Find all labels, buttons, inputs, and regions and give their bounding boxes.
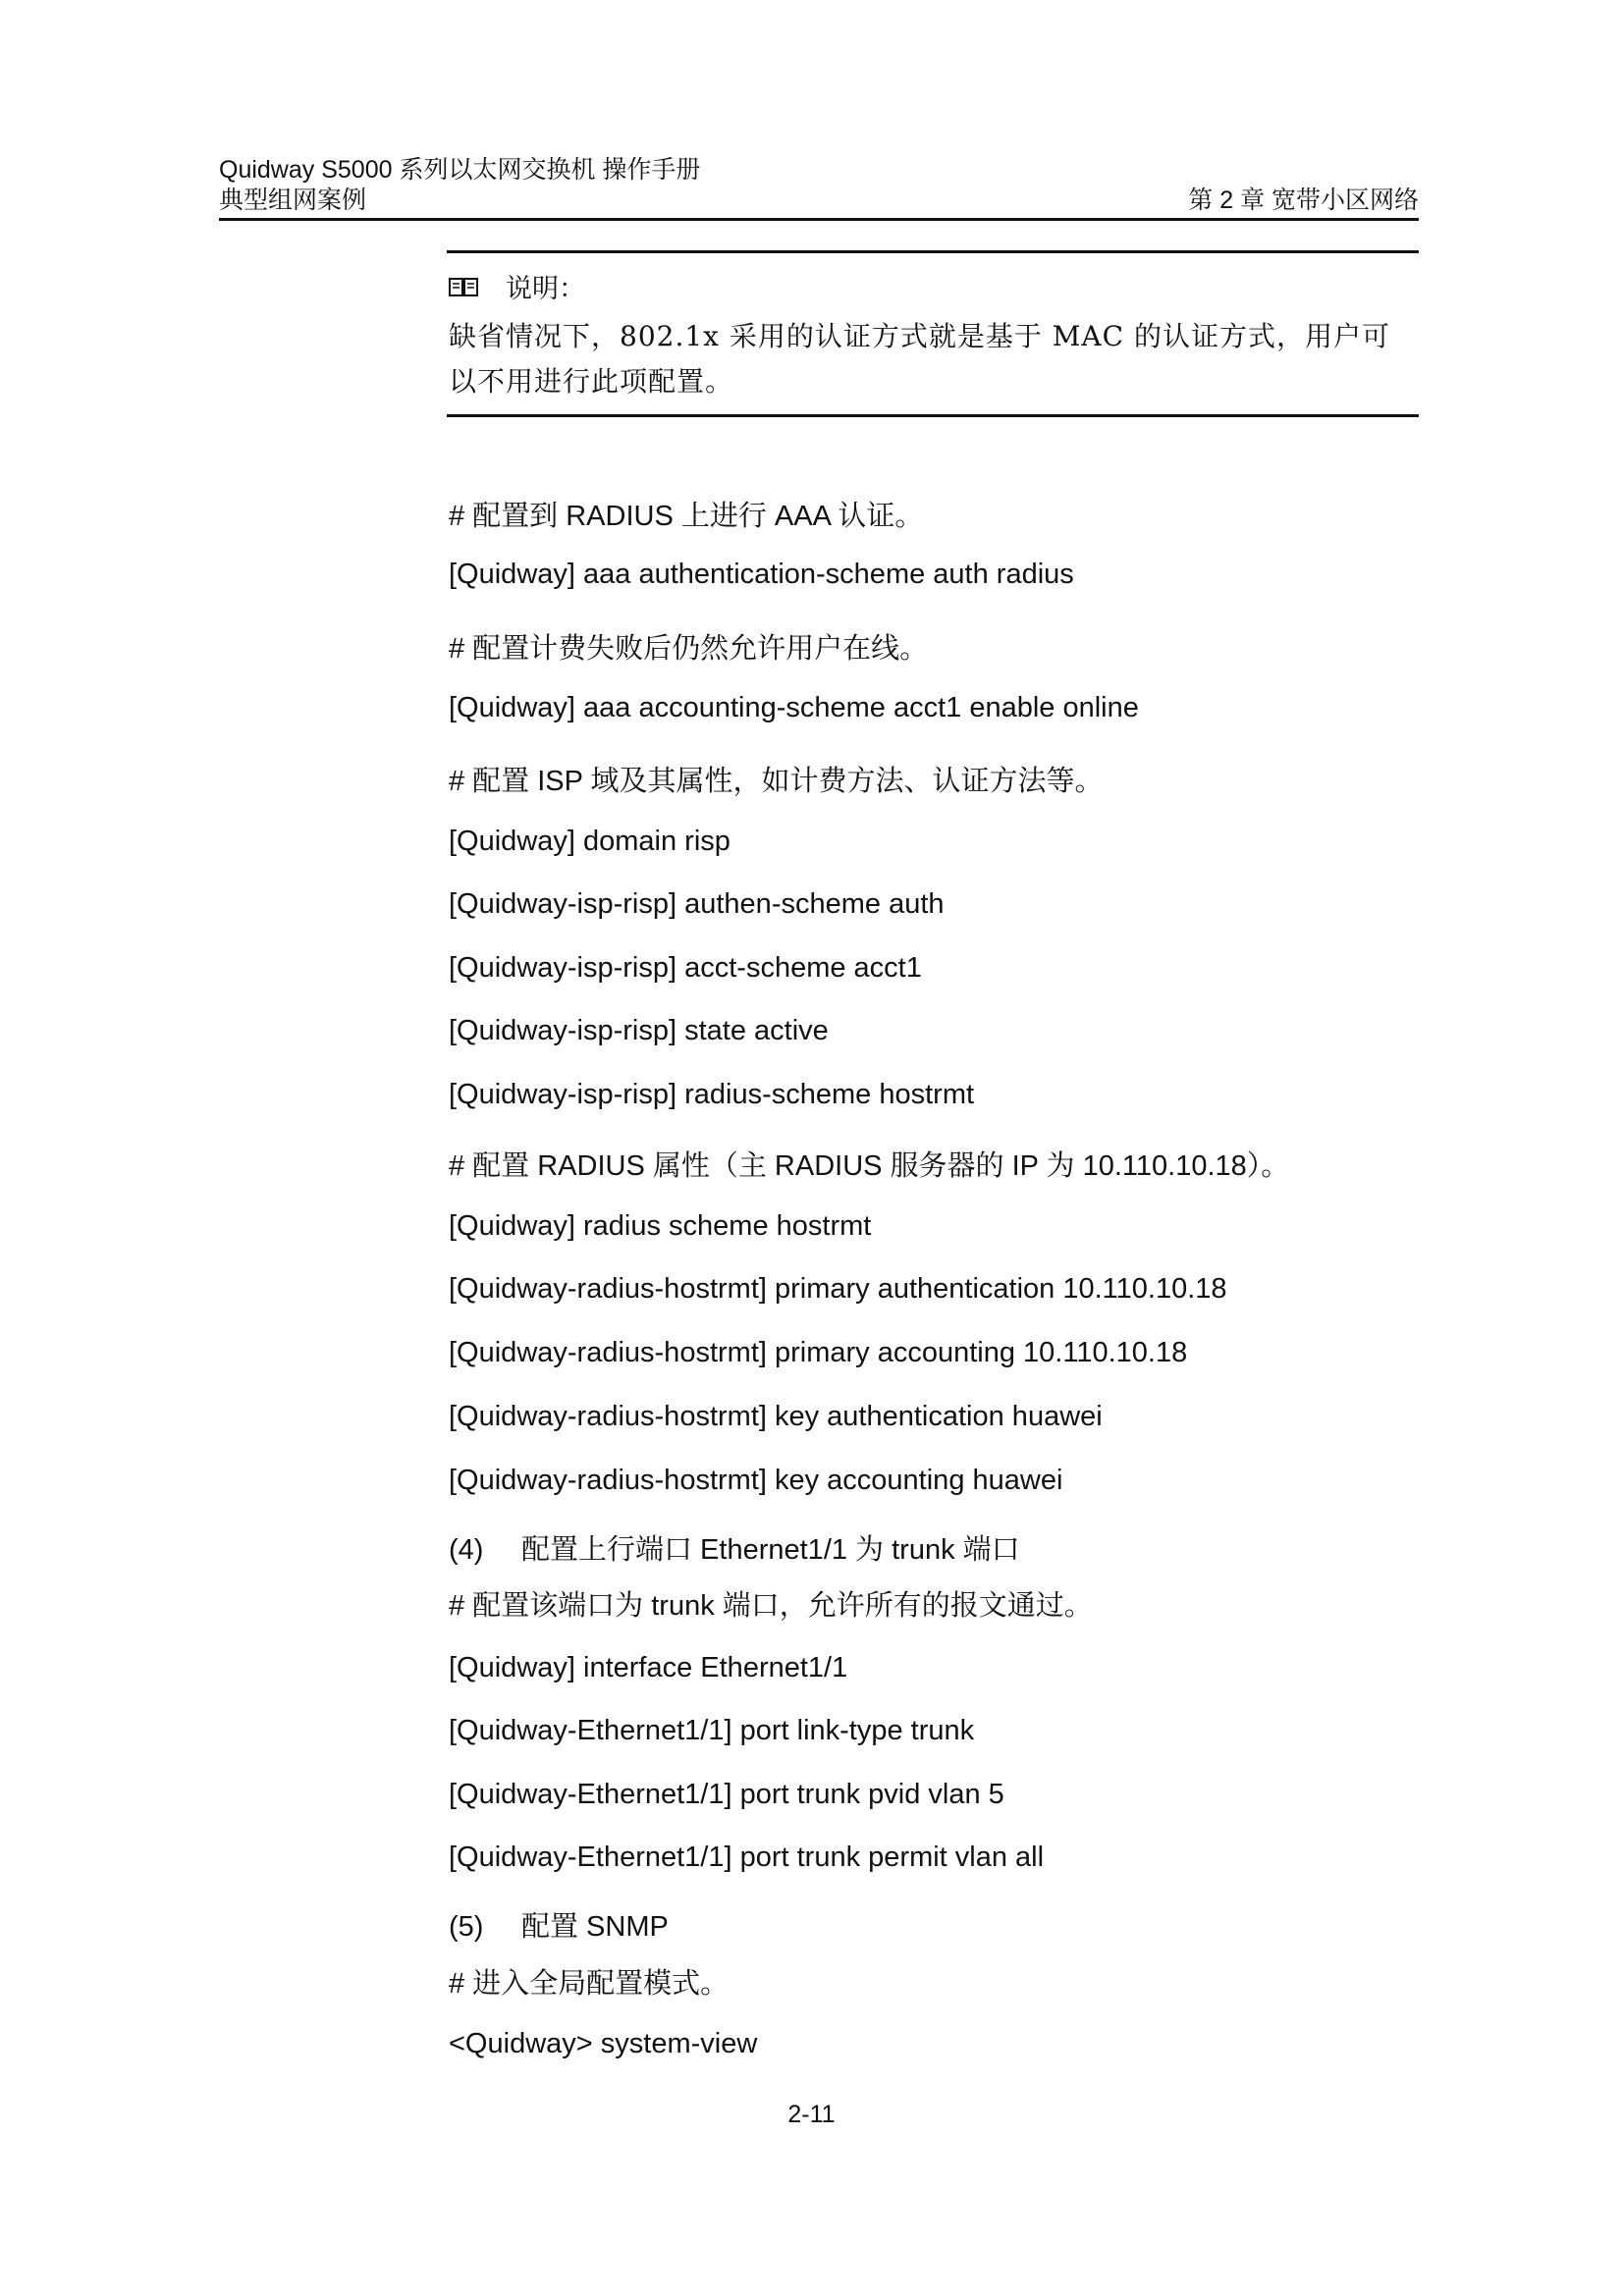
command-line: [Quidway-isp-risp] acct-scheme acct1 bbox=[449, 952, 922, 984]
command-line: [Quidway] aaa accounting-scheme acct1 enable online bbox=[449, 692, 1139, 723]
header-rule bbox=[219, 218, 1419, 221]
step-text: 配置 SNMP bbox=[521, 1911, 669, 1943]
command-line: [Quidway-Ethernet1/1] port trunk permit vlan all bbox=[449, 1842, 1045, 1873]
comment-line: # 配置到 RADIUS 上进行 AAA 认证。 bbox=[449, 501, 924, 532]
header-section-right: 第 2 章 宽带小区网络 bbox=[1188, 187, 1419, 214]
command-line: [Quidway-Ethernet1/1] port link-type trunk bbox=[449, 1715, 975, 1746]
step-number: (4) bbox=[449, 1534, 484, 1566]
command-line: [Quidway-Ethernet1/1] port trunk pvid vlan 5 bbox=[449, 1779, 1004, 1810]
comment-line: # 配置 ISP 域及其属性，如计费方法、认证方法等。 bbox=[449, 766, 1104, 797]
command-line: [Quidway] domain risp bbox=[449, 826, 730, 857]
step-heading bbox=[449, 1527, 1020, 1568]
header-section-left: 典型组网案例 bbox=[219, 187, 367, 214]
command-line: [Quidway-isp-risp] state active bbox=[449, 1015, 829, 1046]
header-title: Quidway S5000 系列以太网交换机 操作手册 bbox=[219, 156, 701, 184]
command-line: [Quidway-radius-hostrmt] key authentication huawei bbox=[449, 1401, 1103, 1432]
command-line: [Quidway] radius scheme hostrmt bbox=[449, 1210, 872, 1242]
note-label: 说明： bbox=[506, 274, 585, 303]
comment-line: # 配置该端口为 trunk 端口，允许所有的报文通过。 bbox=[449, 1590, 1093, 1622]
command-line: [Quidway] aaa authentication-scheme auth radius bbox=[449, 559, 1074, 590]
comment-line: # 配置计费失败后仍然允许用户在线。 bbox=[449, 633, 929, 665]
step-heading bbox=[449, 1904, 669, 1945]
book-icon bbox=[449, 276, 478, 297]
step-text: 配置上行端口 Ethernet1/1 为 trunk 端口 bbox=[521, 1534, 1020, 1566]
step-number: (5) bbox=[449, 1911, 484, 1943]
command-line: [Quidway-isp-risp] radius-scheme hostrmt bbox=[449, 1079, 975, 1110]
command-line: [Quidway-isp-risp] authen-scheme auth bbox=[449, 888, 945, 920]
command-line: [Quidway-radius-hostrmt] key accounting huawei bbox=[449, 1465, 1063, 1496]
page-number: 2-11 bbox=[787, 2101, 836, 2128]
command-line: [Quidway] interface Ethernet1/1 bbox=[449, 1652, 848, 1683]
note-text: 缺省情况下，802.1x 采用的认证方式就是基于 MAC 的认证方式，用户可以不用进行此项配置。 bbox=[449, 320, 1390, 398]
note-header bbox=[449, 267, 585, 305]
command-line: <Quidway> system-view bbox=[449, 2028, 758, 2059]
command-line: [Quidway-radius-hostrmt] primary accounting 10.110.10.18 bbox=[449, 1337, 1188, 1368]
comment-line: # 进入全局配置模式。 bbox=[449, 1968, 730, 2000]
command-line: [Quidway-radius-hostrmt] primary authentication 10.110.10.18 bbox=[449, 1273, 1227, 1305]
comment-line: # 配置 RADIUS 属性（主 RADIUS 服务器的 IP 为 10.110.10.18）。 bbox=[449, 1150, 1290, 1182]
note-top-rule bbox=[447, 250, 1419, 253]
header-section bbox=[219, 186, 1419, 215]
note-bottom-rule bbox=[447, 414, 1419, 417]
